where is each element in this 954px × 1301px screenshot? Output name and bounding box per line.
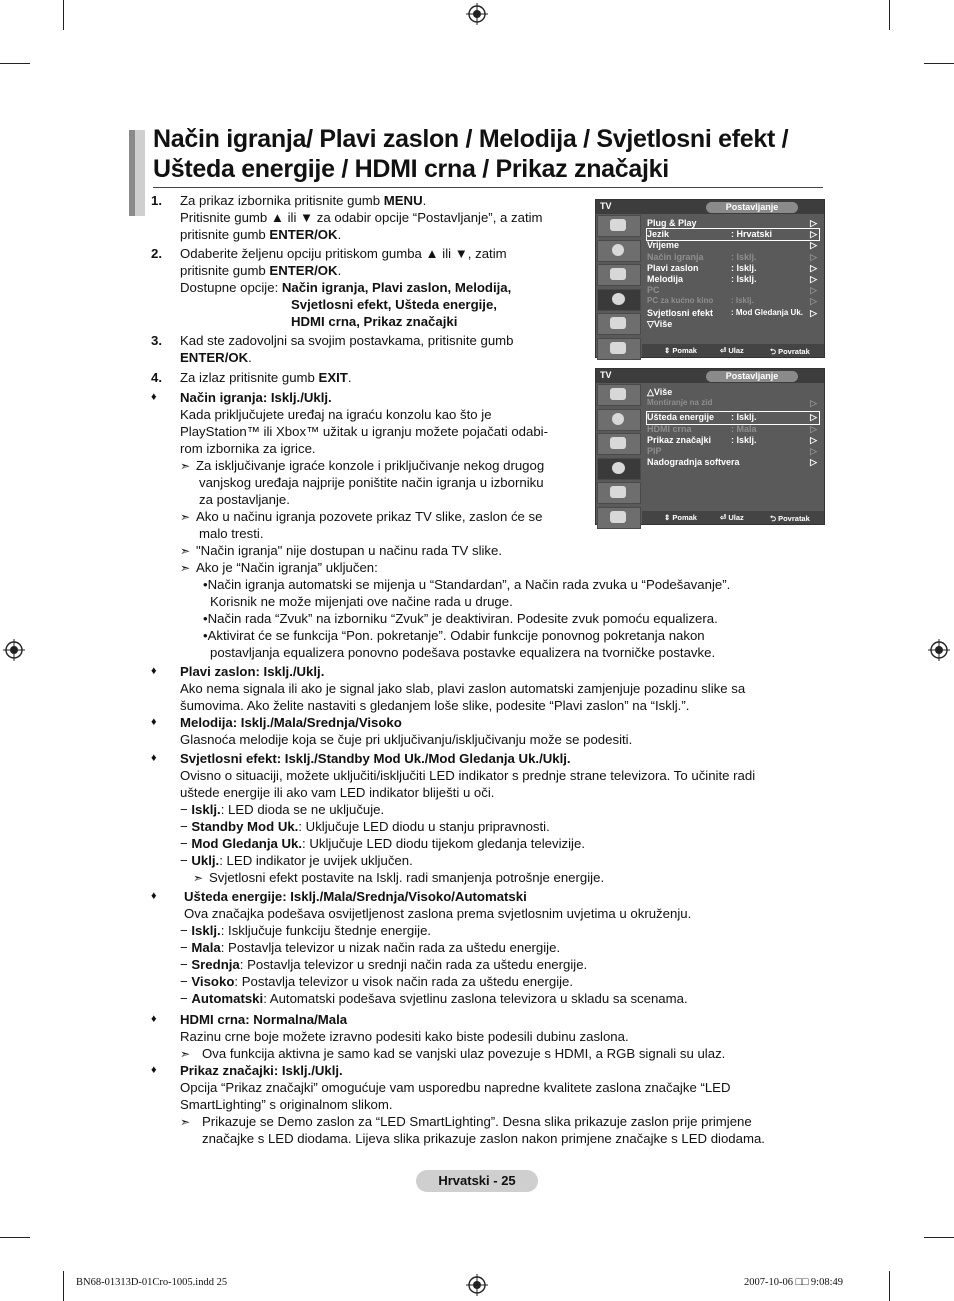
menu-items <box>647 387 819 468</box>
submenu-arrow-icon: ▷ <box>810 434 817 445</box>
note-arrow-icon: ➣ <box>180 544 191 558</box>
step-text: Kad ste zadovoljni sa svojim postavkama, pritisnite gumb <box>180 333 514 348</box>
input-icon <box>597 482 641 504</box>
step-number: 2. <box>151 246 162 261</box>
submenu-arrow-icon: ▷ <box>810 412 817 423</box>
bullet-diamond-icon: ♦ <box>151 752 157 764</box>
section-heading: Način igranja: Isklj./Uklj. <box>180 390 332 405</box>
menu-item[interactable] <box>647 285 819 296</box>
step-text: pritisnite gumb <box>180 227 270 242</box>
menu-item[interactable] <box>647 319 819 330</box>
definition: : Postavlja televizor u visok način rada za uštedu energije. <box>234 974 574 989</box>
menu-item[interactable] <box>647 263 819 274</box>
menu-item[interactable] <box>647 308 819 319</box>
channel-icon <box>597 264 641 286</box>
menu-item-value: : Isklj. <box>731 262 757 273</box>
return-hint: ⮌ Povratak <box>770 347 810 356</box>
registration-mark-icon <box>928 639 950 661</box>
step-number: 1. <box>151 193 162 208</box>
menu-item[interactable] <box>647 229 819 240</box>
title-divider <box>153 187 823 188</box>
bullet-diamond-icon: ♦ <box>151 391 157 403</box>
crop-mark <box>63 1271 64 1301</box>
print-slug-date: 2007-10-06 □□ 9:08:49 <box>744 1277 844 1288</box>
step-number: 4. <box>151 370 162 385</box>
definition: : Uključuje LED diodu tijekom gledanja televizije. <box>302 836 585 851</box>
term: Isklj. <box>191 802 221 817</box>
registration-mark-icon <box>3 639 25 661</box>
crop-mark <box>924 1237 954 1238</box>
submenu-arrow-icon: ▷ <box>810 229 817 240</box>
input-icon <box>597 313 641 335</box>
section-heading: HDMI crna: Normalna/Mala <box>180 1012 348 1027</box>
note-text: značajke s LED diodama. Lijeva slika prikazuje zaslon nakon primjene značajke s LED diodama. <box>202 1131 765 1146</box>
menu-item-value: : Mala <box>731 423 757 434</box>
step-text: Pritisnite gumb ▲ ili ▼ za odabir opcije “Postavljanje”, a zatim <box>180 210 543 225</box>
channel-icon <box>597 433 641 455</box>
menu-item[interactable] <box>647 435 819 446</box>
options-list: Svjetlosni efekt, Ušteda energije, <box>291 297 497 312</box>
submenu-arrow-icon: ▷ <box>810 240 817 251</box>
sound-icon <box>597 240 641 262</box>
bullet-text: •Način rada “Zvuk” na izborniku “Zvuk” je deaktiviran. Podesite zvuk pomoću equalizera. <box>203 611 718 626</box>
term: Standby Mod Uk. <box>191 819 299 834</box>
menu-item[interactable] <box>647 274 819 285</box>
note-text: Za isključivanje igraće konzole i priključivanje nekog drugog <box>196 458 545 473</box>
setup-gear-icon <box>597 458 641 480</box>
note-arrow-icon: ➣ <box>180 1115 191 1129</box>
submenu-arrow-icon: ▷ <box>810 296 817 307</box>
step-text: . <box>422 193 427 208</box>
step-text: . <box>337 227 342 242</box>
term: Srednja <box>191 957 240 972</box>
application-icon <box>597 507 641 529</box>
note-arrow-icon: ➣ <box>193 871 204 885</box>
menu-item-value: : Isklj. <box>731 251 757 262</box>
paragraph: uštede energije ili ako vam LED indikator bliješti u oči. <box>180 785 495 800</box>
menu-item[interactable] <box>647 240 819 251</box>
menu-item-label: Način igranja <box>647 251 704 262</box>
note-arrow-icon: ➣ <box>180 1047 191 1061</box>
note-text: vanjskog uređaja najprije poništite način igranja u izborniku <box>199 475 544 490</box>
key-name: ENTER/OK <box>269 227 338 242</box>
menu-item-label: PIP <box>647 445 662 456</box>
section-heading: Melodija: Isklj./Mala/Srednja/Visoko <box>180 715 402 730</box>
section-heading: Plavi zaslon: Isklj./Uklj. <box>180 664 325 679</box>
title-line-2: Ušteda energije / HDMI crna / Prikaz značajki <box>153 155 669 183</box>
section-heading: Prikaz značajki: Isklj./Uklj. <box>180 1063 343 1078</box>
submenu-arrow-icon: ▷ <box>810 285 817 296</box>
submenu-arrow-icon: ▷ <box>810 423 817 434</box>
submenu-arrow-icon: ▷ <box>810 457 817 468</box>
menu-item-value: : Mod Gledanja Uk. <box>731 307 804 317</box>
bullet-text: Korisnik ne može mijenjati ove načine rada u druge. <box>210 594 513 609</box>
definition: : LED dioda se ne uključuje. <box>220 802 385 817</box>
menu-tab-setup: Postavljanje <box>706 202 798 213</box>
picture-icon <box>597 215 641 237</box>
print-slug-file: BN68-01313D-01Cro-1005.indd 25 <box>76 1277 228 1288</box>
note-text: za postavljanje. <box>199 492 290 507</box>
step-text: Dostupne opcije: <box>180 280 282 295</box>
submenu-arrow-icon: ▷ <box>810 273 817 284</box>
menu-tab-setup: Postavljanje <box>706 371 798 382</box>
note-text: Ako je “Način igranja” uključen: <box>196 560 378 575</box>
menu-header <box>596 200 824 214</box>
crop-mark <box>63 0 64 30</box>
step-text: Odaberite željenu opciju pritiskom gumba ▲ ili ▼, zatim <box>180 246 507 261</box>
menu-item-label: Nadogradnja softvera <box>647 457 740 468</box>
bullet-text: •Aktivirat će se funkcija “Pon. pokretanje”. Odabir funkcije ponovnog pokretanja nakon <box>203 628 705 643</box>
step-text: . <box>337 263 342 278</box>
definition: : Postavlja televizor u nizak način rada za uštedu energije. <box>220 940 561 955</box>
menu-item[interactable] <box>647 446 819 457</box>
definition: : Isključuje funkciju štednje energije. <box>220 923 432 938</box>
options-list: HDMI crna, Prikaz značajki <box>291 314 458 329</box>
bullet-diamond-icon: ♦ <box>151 890 157 902</box>
paragraph: Ovisno o situaciji, možete uključiti/isključiti LED indikator s prednje strane televizora. To učinite radi <box>180 768 756 783</box>
paragraph: Kada priključujete uređaj na igraću konzolu kao što je <box>180 407 492 422</box>
move-hint: ⇕ Pomak <box>664 513 697 522</box>
menu-item-label: PC za kućno kino <box>647 296 714 306</box>
enter-hint: ⏎ Ulaz <box>720 346 744 355</box>
menu-item-label: HDMI crna <box>647 423 692 434</box>
move-hint: ⇕ Pomak <box>664 346 697 355</box>
paragraph: Ova značajka podešava osvijetljenost zaslona prema svjetlosnim uvjetima u okruženju. <box>184 906 692 921</box>
menu-items <box>647 218 819 330</box>
menu-item[interactable] <box>647 398 819 409</box>
menu-item-label: Prikaz značajki <box>647 434 712 445</box>
crop-mark <box>0 63 30 64</box>
key-name: ENTER/OK <box>180 350 249 365</box>
section-heading: Ušteda energije: Isklj./Mala/Srednja/Visoko/Automatski <box>184 889 527 904</box>
menu-footer <box>642 344 824 357</box>
menu-header <box>596 369 824 383</box>
menu-icon-column <box>597 215 641 362</box>
note-text: malo tresti. <box>199 526 264 541</box>
definition: : LED indikator je uvijek uključen. <box>219 853 413 868</box>
menu-item-value: : Isklj. <box>731 434 757 445</box>
menu-item-label: Plavi zaslon <box>647 262 699 273</box>
enter-hint: ⏎ Ulaz <box>720 513 744 522</box>
term: Visoko <box>191 974 235 989</box>
menu-item-value: : Isklj. <box>731 296 754 306</box>
term: Mod Gledanja Uk. <box>191 836 303 851</box>
tv-setup-menu-2 <box>595 368 825 525</box>
crop-mark <box>924 63 954 64</box>
submenu-arrow-icon: ▷ <box>810 307 817 318</box>
menu-item-label: ▽Više <box>647 318 673 329</box>
definition: : Postavlja televizor u srednji način rada za uštedu energije. <box>239 957 588 972</box>
menu-item-label: Plug & Play <box>647 218 697 228</box>
key-name: EXIT <box>318 370 348 385</box>
title-line-1: Način igranja/ Plavi zaslon / Melodija / Svjetlosni efekt / <box>153 125 789 153</box>
step-text: . <box>248 350 252 365</box>
paragraph: šumovima. Ako želite nastaviti s gledanjem loše slike, podesite “Plavi zaslon” na “Isklj.”. <box>180 698 690 713</box>
paragraph: PlayStation™ ili Xbox™ užitak u igranju možete pojačati odabi- <box>180 424 548 439</box>
menu-item[interactable] <box>647 412 819 423</box>
sound-icon <box>597 409 641 431</box>
return-hint: ⮌ Povratak <box>770 514 810 523</box>
note-arrow-icon: ➣ <box>180 561 191 575</box>
submenu-arrow-icon: ▷ <box>810 398 817 409</box>
bullet-text: •Način igranja automatski se mijenja u “Standardan”, a Način rada zvuka u “Podešavanje”. <box>203 577 731 592</box>
step-text: pritisnite gumb <box>180 263 270 278</box>
paragraph: Razinu crne boje možete izravno podesiti kako biste podesili dubinu zaslona. <box>180 1029 629 1044</box>
paragraph: SmartLighting” s originalnom slikom. <box>180 1097 393 1112</box>
submenu-arrow-icon: ▷ <box>810 262 817 273</box>
step-number: 3. <box>151 333 162 348</box>
paragraph: Glasnoća melodije koja se čuje pri uključivanju/isključivanju može se podesiti. <box>180 732 633 747</box>
application-icon <box>597 338 641 360</box>
page-number-badge: Hrvatski - 25 <box>416 1170 538 1192</box>
step-text: Za prikaz izbornika pritisnite gumb <box>180 193 384 208</box>
tv-setup-menu-1 <box>595 199 825 358</box>
term: Automatski <box>191 991 264 1006</box>
menu-item-label: Melodija <box>647 273 684 284</box>
menu-item-label: Jezik <box>647 229 670 240</box>
paragraph: Ako nema signala ili ako je signal jako slab, plavi zaslon automatski zamjenjuje pozadinu slike sa <box>180 681 746 696</box>
registration-mark-icon <box>466 3 488 25</box>
menu-item[interactable] <box>647 252 819 263</box>
term: Isklj. <box>191 923 221 938</box>
menu-item-label: Vrijeme <box>647 240 680 251</box>
menu-item-label: Ušteda energije <box>647 412 715 423</box>
title-accent-bar <box>129 130 145 216</box>
note-arrow-icon: ➣ <box>180 510 191 524</box>
definition: : Automatski podešava svjetlinu zaslona televizora u skladu sa scenama. <box>263 991 688 1006</box>
step-text: Za izlaz pritisnite gumb <box>180 370 319 385</box>
term: Uklj. <box>191 853 220 868</box>
setup-gear-icon <box>597 289 641 311</box>
menu-item[interactable] <box>647 218 819 229</box>
paragraph: rom izbornika za igrice. <box>180 441 316 456</box>
bullet-text: postavljanja equalizera ponovno podešava postavke equalizera na tvorničke postavke. <box>210 645 716 660</box>
menu-item[interactable] <box>647 457 819 468</box>
term: Mala <box>191 940 221 955</box>
note-text: "Način igranja" nije dostupan u načinu rada TV slike. <box>196 543 503 558</box>
note-arrow-icon: ➣ <box>180 459 191 473</box>
menu-item-label: △Više <box>647 387 673 397</box>
section-heading: Svjetlosni efekt: Isklj./Standby Mod Uk./Mod Gledanja Uk./Uklj. <box>180 751 571 766</box>
menu-item-label: Montiranje na zid <box>647 398 713 408</box>
paragraph: Opcija “Prikaz značajki” omogućuje vam usporedbu napredne kvalitete zaslona značajke “LED <box>180 1080 731 1095</box>
menu-footer <box>642 511 824 524</box>
picture-icon <box>597 384 641 406</box>
options-list: Način igranja, Plavi zaslon, Melodija, <box>281 280 512 295</box>
key-name: MENU <box>383 193 423 208</box>
menu-item-label: PC <box>647 285 660 296</box>
note-text: Prikazuje se Demo zaslon za “LED SmartLighting”. Desna slika prikazuje zaslon prije primjene <box>202 1114 752 1129</box>
bullet-diamond-icon: ♦ <box>151 665 157 677</box>
menu-icon-column <box>597 384 641 531</box>
registration-mark-icon <box>466 1274 488 1296</box>
bullet-diamond-icon: ♦ <box>151 716 157 728</box>
crop-mark <box>0 1237 30 1238</box>
menu-item[interactable] <box>647 387 819 398</box>
menu-item[interactable] <box>647 424 819 435</box>
menu-item-value: : Hrvatski <box>731 229 773 240</box>
submenu-arrow-icon: ▷ <box>810 218 817 228</box>
menu-item-label: Svjetlosni efekt <box>647 307 714 318</box>
submenu-arrow-icon: ▷ <box>810 251 817 262</box>
page-title <box>153 124 833 184</box>
menu-source-label: TV <box>600 370 612 380</box>
bullet-diamond-icon: ♦ <box>151 1013 157 1025</box>
menu-source-label: TV <box>600 201 612 211</box>
menu-item-value: : Isklj. <box>731 273 757 284</box>
note-text: Svjetlosni efekt postavite na Isklj. radi smanjenja potrošnje energije. <box>209 870 605 885</box>
key-name: ENTER/OK <box>269 263 338 278</box>
definition: : Uključuje LED diodu u stanju pripravnosti. <box>298 819 550 834</box>
step-text: . <box>347 370 352 385</box>
menu-item[interactable] <box>647 296 819 307</box>
note-text: Ova funkcija aktivna je samo kad se vanjski ulaz povezuje s HDMI, a RGB signali su ulaz. <box>202 1046 726 1061</box>
bullet-diamond-icon: ♦ <box>151 1064 157 1076</box>
note-text: Ako u načinu igranja pozovete prikaz TV slike, zaslon će se <box>196 509 543 524</box>
submenu-arrow-icon: ▷ <box>810 445 817 456</box>
crop-mark <box>889 1271 890 1301</box>
menu-item-value: : Isklj. <box>731 412 757 423</box>
crop-mark <box>889 0 890 30</box>
